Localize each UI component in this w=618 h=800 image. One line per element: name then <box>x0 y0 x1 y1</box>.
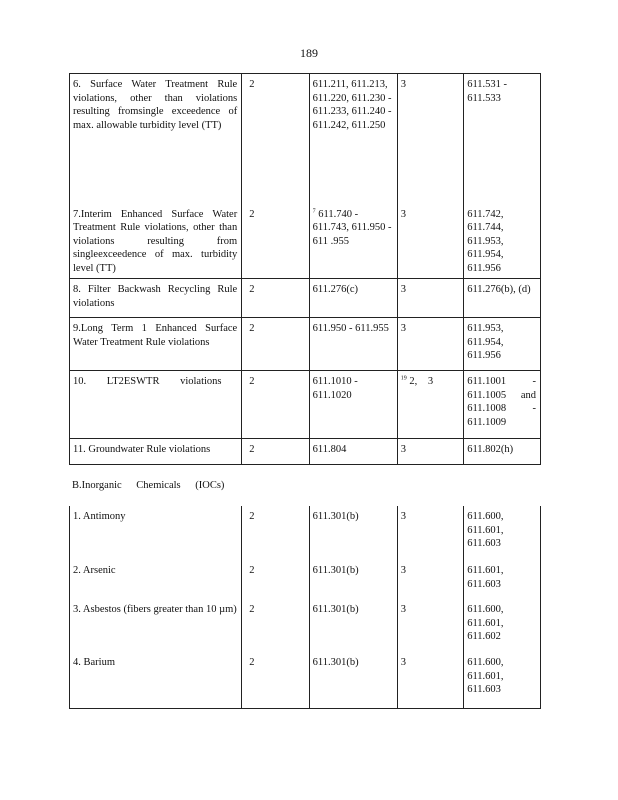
tier-cell: 2 <box>242 652 309 708</box>
routine-sections-cell: 611.804 <box>309 439 397 465</box>
table-row <box>70 74 541 204</box>
table-row <box>70 652 541 708</box>
followup-tier-cell: 3 <box>397 599 463 652</box>
violation-cell <box>70 371 242 439</box>
footnote-marker: 7 <box>312 208 316 214</box>
followup-tier-cell: 3 <box>397 506 463 560</box>
tier-cell: 2 <box>242 439 309 465</box>
followup-sections-cell: 611.802(h) <box>464 439 541 465</box>
followup-sections-cell: 611.600, 611.601, 611.603 <box>467 657 504 696</box>
followup-sections-cell: 611.600, 611.601, 611.603 <box>467 511 504 550</box>
routine-sections-cell <box>309 204 397 279</box>
section-heading-inorganic-chemicals: B.Inorganic Chemicals (IOCs) <box>72 480 225 491</box>
routine-sections-text: 611.740 - 611.743, 611.950 - 611 .955 <box>312 208 392 247</box>
violation-cell: 2. Arsenic <box>70 560 242 599</box>
tier-cell: 2 <box>242 371 309 439</box>
followup-tier-cell: 3 <box>397 204 463 279</box>
routine-sections-cell: 611.276(c) <box>309 279 397 318</box>
violation-text: 10. LT2ESWTR violations <box>73 376 222 387</box>
table-row <box>70 506 541 560</box>
table-row <box>70 371 541 439</box>
followup-sections-cell: 611.742, 611.744, 611.953, 611.954, 611.956 <box>467 208 504 274</box>
followup-sections-cell: 611.1001 - 611.1005 and 611.1008 - 611.1009 <box>464 371 541 439</box>
followup-tier-cell <box>397 371 463 439</box>
routine-sections-cell: 611.950 - 611.955 <box>309 318 397 371</box>
followup-sections-cell: 611.953, 611.954, 611.956 <box>464 318 541 371</box>
table-row <box>70 560 541 599</box>
tier-cell: 2 <box>242 204 309 279</box>
tier-cell: 2 <box>242 279 309 318</box>
violation-cell: 4. Barium <box>70 652 242 708</box>
followup-tier-cell: 3 <box>397 439 463 465</box>
page-number: 189 <box>300 46 318 60</box>
tier-cell: 2 <box>242 506 309 560</box>
routine-sections-cell: 611.301(b) <box>309 506 397 560</box>
table-row <box>70 279 541 318</box>
violation-cell: 7.Interim Enhanced Surface Water Treatment Rule violations, other than violations resulting from singleexceedence of max. turbidity level (TT) <box>70 204 242 279</box>
routine-sections-cell: 611.1010 - 611.1020 <box>309 371 397 439</box>
followup-sections-cell: 611.531 - 611.533 <box>467 79 508 104</box>
tier-cell: 2 <box>242 74 309 204</box>
table-row <box>70 439 541 465</box>
violation-cell: 8. Filter Backwash Recycling Rule violations <box>70 279 242 318</box>
violations-table-part-b <box>69 506 541 709</box>
tier-cell: 2 <box>242 599 309 652</box>
table-row <box>70 599 541 652</box>
followup-tier-cell: 3 <box>397 318 463 371</box>
followup-tier-text: 2, 3 <box>409 376 434 387</box>
table-row <box>70 318 541 371</box>
followup-sections-cell: 611.276(b), (d) <box>464 279 541 318</box>
violations-table-part-a <box>69 73 541 465</box>
tier-cell: 2 <box>242 318 309 371</box>
followup-sections-cell: 611.600, 611.601, 611.602 <box>467 604 504 643</box>
followup-sections-cell: 611.601, 611.603 <box>467 565 504 590</box>
violation-cell: 3. Asbestos (fibers greater than 10 µm) <box>70 599 242 652</box>
routine-sections-cell: 611.301(b) <box>309 652 397 708</box>
followup-tier-cell: 3 <box>397 279 463 318</box>
followup-tier-cell: 3 <box>397 74 463 204</box>
violation-cell: 11. Groundwater Rule violations <box>70 439 242 465</box>
followup-tier-cell: 3 <box>397 560 463 599</box>
violation-cell: 9.Long Term 1 Enhanced Surface Water Treatment Rule violations <box>70 318 242 371</box>
routine-sections-cell: 611.211, 611.213, 611.220, 611.230 - 611.233, 611.240 - 611.242, 611.250 <box>309 74 397 204</box>
tier-cell: 2 <box>242 560 309 599</box>
footnote-marker: 19 <box>400 375 407 382</box>
routine-sections-cell: 611.301(b) <box>309 599 397 652</box>
followup-tier-cell: 3 <box>397 652 463 708</box>
routine-sections-cell: 611.301(b) <box>309 560 397 599</box>
table-row <box>70 204 541 279</box>
violation-cell: 6. Surface Water Treatment Rule violations, other than violations resulting fromsingle exceedence of max. allowable turbidity level (TT) <box>70 74 242 204</box>
violation-cell: 1. Antimony <box>70 506 242 560</box>
